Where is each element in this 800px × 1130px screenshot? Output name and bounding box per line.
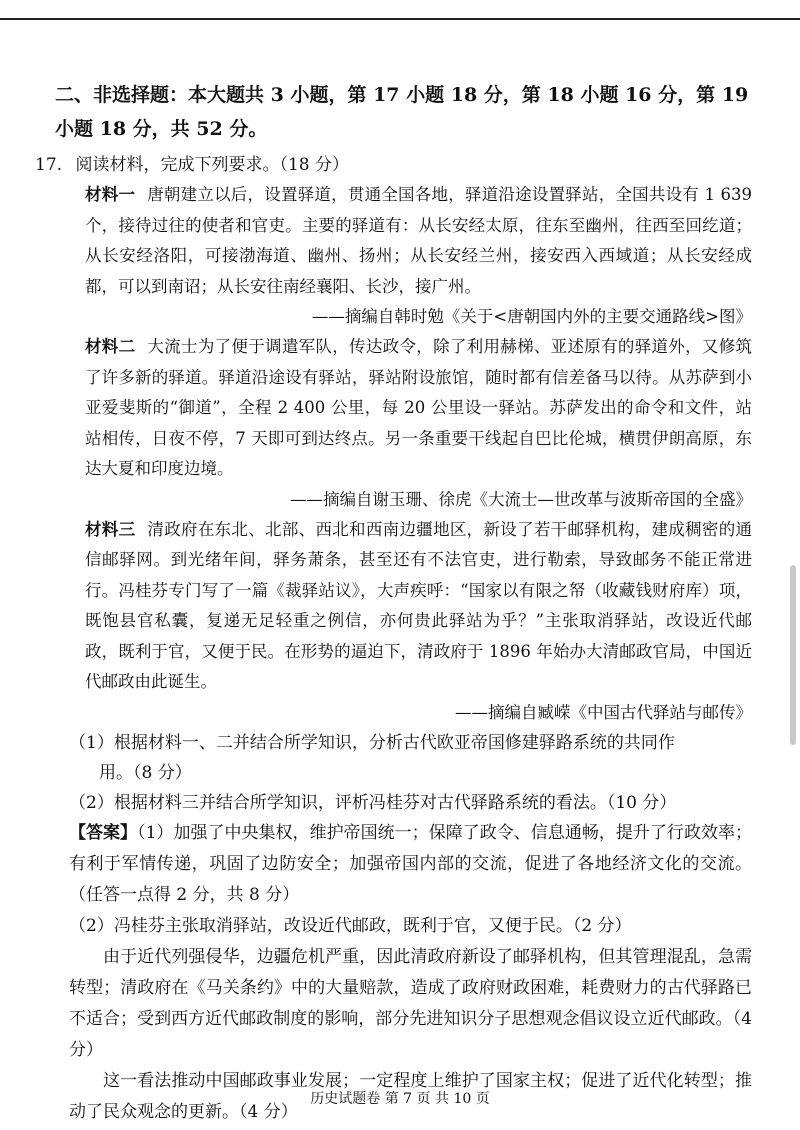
question-number: 17. bbox=[35, 155, 63, 175]
material-1-source: ——摘编自韩时勉《关于<唐朝国内外的主要交通路线>图》 bbox=[311, 307, 752, 326]
material-3-label: 材料三 bbox=[85, 519, 136, 539]
material-1-text: 唐朝建立以后，设置驿道，贯通全国各地，驿道沿途设置驿站，全国共设有 1 639 个，接待过往的使者和官吏。主要的驿道有：从长安经太原，往东至幽州，往西至回纥道；从长安经洛阳，可接渤海道、幽州、扬州；从长安经兰州，接安西入西域道；从长安经成都，可以到南诏；从长安往南经襄阳、长沙，接广州。 bbox=[85, 185, 753, 296]
answer-part-2-intro: （2）冯桂芬主张取消驿站，改设近代邮政，既利于官，又便于民。（2 分） bbox=[69, 915, 632, 936]
page-footer: 历史试题卷 第 7 页 共 10 页 bbox=[310, 1091, 490, 1107]
subquestion-2 bbox=[69, 788, 752, 818]
scrollbar-thumb[interactable] bbox=[790, 565, 796, 745]
material-2-text: 大流士为了便于调遣军队，传达政令，除了利用赫梯、亚述原有的驿道外，又修筑了许多新的驿道。驿道沿途设有驿站，驿站附设旅馆，随时都有信差备马以待。从苏萨到小亚爱斐斯的“御道”，全程 2 400 公里，每 20 公里设一驿站。苏萨发出的命令和文件，站站相传，日夜不停，7 天即可到达终点。另一条重要干线起自巴比伦城，横贯伊朗高原，东达大夏和印度边境。 bbox=[85, 337, 753, 478]
answer-part-1 bbox=[69, 818, 752, 911]
answer-part-2-paragraph-2: 这一看法推动中国邮政事业发展；一定程度上维护了国家主权；促进了近代化转型；推动了民众观念的更新。（4 分） bbox=[69, 1070, 752, 1122]
answer-tag: 【答案】 bbox=[69, 822, 138, 843]
material-1-label: 材料一 bbox=[85, 185, 136, 204]
exam-page bbox=[35, 78, 753, 1128]
material-3 bbox=[85, 515, 752, 698]
answer-part-1-text: （1）加强了中央集权，维护帝国统一；保障了政令、信息通畅，提升了行政效率；有利于军情传递，巩固了边防安全；加强帝国内部的交流，促进了各地经济文化的交流。（任答一点得 2 分，共 8 分） bbox=[69, 822, 752, 905]
subquestion-1-first: （1）根据材料一、二并结合所学知识，分析古代欧亚帝国修建驿路系统的共同作 bbox=[69, 732, 675, 753]
subquestion-1 bbox=[69, 728, 752, 788]
top-border-line bbox=[0, 18, 800, 20]
subquestion-2-first: （2）根据材料三并结合所学知识，评析冯桂芬对古代驿路系统的看法。（10 分） bbox=[69, 792, 677, 813]
material-3-text: 清政府在东北、北部、西北和西南边疆地区，新设了若干邮驿机构，建成稠密的通信邮驿网。到光绪年间，驿务萧条，甚至还有不法官吏，进行勒索，导致邮务不能正常进行。冯桂芬专门写了一篇《裁驿站议》，大声疾呼：“国家以有限之帑（收藏钱财府库）项，既饱县官私囊，复递无足轻重之例信，亦何贵此驿站为乎？”主张取消驿站，改设近代邮政，既利于官，又便于民。在形势的逼迫下，清政府于 1896 年始办大清邮政官局，中国近代邮政由此诞生。 bbox=[85, 519, 753, 691]
question-17-prompt bbox=[35, 150, 752, 180]
material-2 bbox=[85, 332, 752, 485]
material-2-label: 材料二 bbox=[85, 337, 136, 356]
subquestion-1-rest: 用。（8 分） bbox=[99, 762, 192, 783]
section-heading: 二、非选择题：本大题共 3 小题，第 17 小题 18 分，第 18 小题 16 分，第 19 小题 18 分，共 52 分。 bbox=[55, 84, 749, 140]
material-1 bbox=[85, 180, 752, 302]
question-prompt: 阅读材料，完成下列要求。（18 分） bbox=[75, 155, 349, 175]
answer-part-2-paragraph-1: 由于近代列强侵华，边疆危机严重，因此清政府新设了邮驿机构，但其管理混乱，急需转型；清政府在《马关条约》中的大量赔款，造成了政府财政困难，耗费财力的古代驿路已不适合；受到西方近代邮政制度的影响，部分先进知识分子思想观念倡议设立近代邮政。（4 分） bbox=[69, 946, 752, 1060]
material-2-source: ——摘编自谢玉珊、徐虎《大流士—世改革与波斯帝国的全盛》 bbox=[290, 489, 752, 509]
material-3-source: ——摘编自臧嵘《中国古代驿站与邮传》 bbox=[455, 702, 752, 722]
